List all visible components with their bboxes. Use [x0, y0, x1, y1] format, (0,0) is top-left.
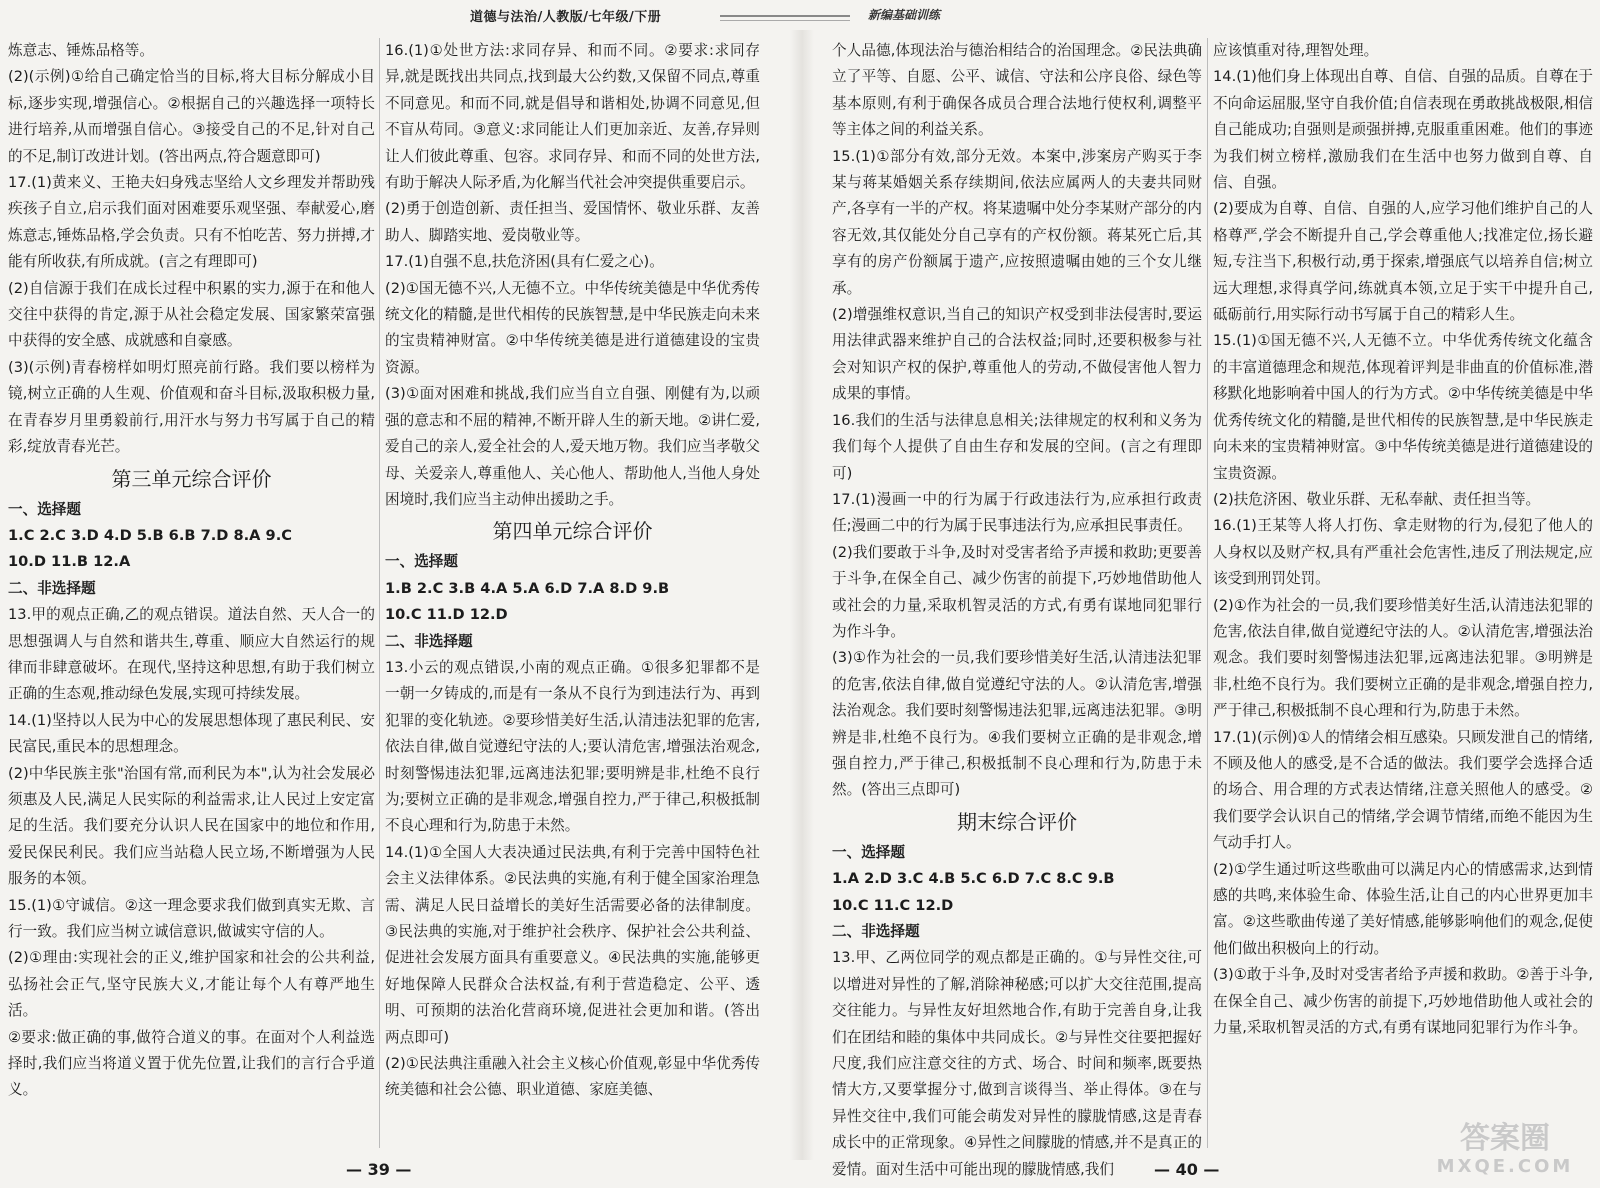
header-series: 新编基础训练	[868, 8, 941, 22]
watermark-text: 答案圈	[1460, 1121, 1550, 1156]
answer-paragraph: (2)①国无德不兴,人无德不立。中华传统美德是中华优秀传统文化的精髓,是世代相传的民族智慧,是中华民族走向未来的宝贵精神财富。②中华传统美德是进行道德建设的宝贵资源。	[385, 279, 760, 376]
column-2	[385, 38, 760, 1148]
answer-paragraph: 个人品德,体现法治与德治相结合的治国理念。②民法典确立了平等、自愿、公平、诚信、守法和公序良俗、绿色等基本原则,有利于确保各成员合理合法地行使权利,调整平等主体之间的利益关系。	[832, 42, 1202, 139]
column-1	[8, 38, 375, 1148]
header-rule-thin	[720, 20, 850, 21]
answer-paragraph: (2)勇于创造创新、责任担当、爱国情怀、敬业乐群、友善助人、脚踏实地、爱岗敬业等。	[385, 200, 760, 244]
answer-paragraph: 17.(1)自强不息,扶危济困(具有仁爱之心)。	[385, 253, 664, 271]
answer-paragraph: (2)扶危济困、敬业乐群、无私奉献、责任担当等。	[1213, 490, 1541, 508]
answer-paragraph: (2)①理由:实现社会的正义,维护国家和社会的公共利益,弘扬社会正气,坚守民族大义,才能让每个人有尊严地生活。	[8, 949, 375, 1020]
choice-answers: 1.B 2.C 3.B 4.A 5.A 6.D 7.A 8.D 9.B	[385, 579, 670, 597]
subsection-label: 一、选择题	[832, 843, 905, 861]
answer-paragraph: 15.(1)①守诚信。②这一理念要求我们做到真实无欺、言行一致。我们应当树立诚信意识,做诚实守信的人。	[8, 896, 375, 940]
column-divider-right	[1207, 38, 1208, 1148]
choice-answers: 1.C 2.C 3.D 4.D 5.B 6.B 7.D 8.A 9.C	[8, 526, 292, 544]
page-number-right: — 40 —	[1154, 1160, 1220, 1179]
page-header	[0, 0, 1600, 34]
choice-answers: 1.A 2.D 3.C 4.B 5.C 6.D 7.C 8.C 9.B	[832, 870, 1115, 888]
answer-paragraph: 16.(1)王某等人将人打伤、拿走财物的行为,侵犯了他人的人身权以及财产权,具有严重社会危害性,违反了刑法规定,应该受到刑罚处罚。	[1213, 517, 1593, 588]
answer-paragraph: (2)自信源于我们在成长过程中积累的实力,源于在和他人交往中获得的肯定,源于从社会稳定发展、国家繁荣富强中获得的安全感、成就感和自豪感。	[8, 279, 375, 350]
subsection-label: 二、非选择题	[8, 579, 96, 597]
answer-paragraph: 13.甲、乙两位同学的观点都是正确的。①与异性交往,可以增进对异性的了解,消除神秘感;可以扩大交往范围,提高交往能力。与异性友好坦然地合作,有助于完善自身,让我们在团结和睦的集体中共同成长。②与异性交往要把握好尺度,我们应注意交往的方式、场合、时间和频率,既要热情大方,又要掌握分寸,做到言谈得当、举止得体。③在与异性交往中,我们可能会萌发对异性的朦胧情感,这是青春成长中的正常现象。④异性之间朦胧的情感,并不是真正的爱情。面对生活中可能出现的朦胧情感,我们	[832, 949, 1202, 1178]
answer-paragraph: (2)①作为社会的一员,我们要珍惜美好生活,认清违法犯罪的危害,依法自律,做自觉遵纪守法的人。②认清危害,增强法治观念。我们要时刻警惕违法犯罪,远离违法犯罪。③明辨是非,杜绝不良行为。我们要树立正确的是非观念,增强自控力,严于律己,积极抵制不良心理和行为,防患于未然。	[1213, 596, 1593, 720]
answer-paragraph: (2)要成为自尊、自信、自强的人,应学习他们维护自己的人格尊严,学会不断提升自己,学会尊重他人;找准定位,扬长避短,专注当下,积极行动,勇于探索,增强底气以培养自信;树立远大理想,求得真学问,练就真本领,立足于实干中提升自己,砥砺前行,用实际行动书写属于自己的精彩人生。	[1213, 200, 1593, 324]
watermark-url: MXQE.COM	[1436, 1156, 1574, 1177]
answer-paragraph: 14.(1)①全国人大表决通过民法典,有利于完善中国特色社会主义法律体系。②民法典的实施,有利于健全国家治理急需、满足人民日益增长的美好生活需要必备的法律制度。③民法典的实施,对于维护社会秩序、保护社会公共利益、促进社会发展方面具有重要意义。④民法典的实施,能够更好地保障人民群众合法权益,有利于营造稳定、公平、透明、可预期的法治化营商环境,促进社会更加和谐。(答出两点即可)	[385, 843, 760, 1046]
header-rule	[720, 15, 850, 17]
answer-paragraph: (2)增强维权意识,当自己的知识产权受到非法侵害时,要运用法律武器来维护自己的合法权益;同时,还要积极参与社会对知识产权的保护,尊重他人的劳动,不做侵害他人智力成果的事情。	[832, 306, 1202, 403]
answer-paragraph: (2)中华民族主张"治国有常,而利民为本",认为社会发展必须惠及人民,满足人民实际的利益需求,让人民过上安定富足的生活。我们要充分认识人民在国家中的地位和作用,爱民保民利民。我们应当站稳人民立场,不断增强为人民服务的本领。	[8, 764, 375, 888]
answer-paragraph: 17.(1)黄来义、王艳夫妇身残志坚给人文乡理发并帮助残疾孩子自立,启示我们面对困难要乐观坚强、奉献爱心,磨炼意志,锤炼品格,学会负责。只有不怕吃苦、努力拼搏,才能有所收获,有所成就。(言之有理即可)	[8, 174, 375, 271]
section-heading: 第三单元综合评价	[111, 466, 272, 491]
section-heading: 期末综合评价	[957, 809, 1077, 834]
subsection-label: 一、选择题	[385, 553, 458, 571]
answer-paragraph: (3)①面对困难和挑战,我们应当自立自强、刚健有为,以顽强的意志和不屈的精神,不断开辟人生的新天地。②讲仁爱,爱自己的亲人,爱全社会的人,爱天地万物。我们应当孝敬父母、关爱亲人,尊重他人、关心他人、帮助他人,当他人身处困境时,我们应当主动伸出援助之手。	[385, 385, 760, 508]
watermark-logo	[1430, 1122, 1580, 1182]
answer-paragraph: 16.我们的生活与法律息息相关;法律规定的权利和义务为我们每个人提供了自由生存和发展的空间。(言之有理即可)	[832, 411, 1202, 482]
choice-answers: 10.C 11.D 12.D	[385, 606, 508, 624]
header-title: 道德与法治/人教版/七年级/下册	[470, 10, 662, 25]
column-4	[1213, 38, 1593, 1148]
answer-paragraph: 15.(1)①国无德不兴,人无德不立。中华优秀传统文化蕴含的丰富道德理念和规范,体现着评判是非曲直的价值标准,潜移默化地影响着中国人的行为方式。②中华传统美德是中华优秀传统文化的精髓,是世代相传的民族智慧,是中华民族走向未来的宝贵精神财富。③中华传统美德是进行道德建设的宝贵资源。	[1213, 332, 1593, 482]
answer-paragraph: 应该慎重对待,理智处理。	[1213, 42, 1379, 59]
page-number-left: — 39 —	[346, 1160, 412, 1179]
answer-paragraph: 13.小云的观点错误,小南的观点正确。①很多犯罪都不是一朝一夕铸成的,而是有一条从不良行为到违法行为、再到犯罪的变化轨迹。②要珍惜美好生活,认清违法犯罪的危害,依法自律,做自觉遵纪守法的人;要认清危害,增强法治观念,时刻警惕违法犯罪,远离违法犯罪;要明辨是非,杜绝不良行为;要树立正确的是非观念,增强自控力,严于律己,积极抵制不良心理和行为,防患于未然。	[385, 658, 760, 835]
column-divider-left	[379, 38, 380, 1148]
answer-paragraph: 14.(1)坚持以人民为中心的发展思想体现了惠民利民、安民富民,重民本的思想理念。	[8, 711, 375, 756]
choice-answers: 10.D 11.B 12.A	[8, 553, 131, 571]
answer-paragraph: 14.(1)他们身上体现出自尊、自信、自强的品质。自尊在于不向命运屈服,坚守自我价值;自信表现在勇敢挑战极限,相信自己能成功;自强则是顽强拼搏,克服重重困难。他们的事迹为我们树立榜样,激励我们在生活中也努力做到自尊、自信、自强。	[1213, 68, 1593, 192]
answer-paragraph: (2)①学生通过听这些歌曲可以满足内心的情感需求,达到情感的共鸣,来体验生命、体验生活,让自己的内心世界更加丰富。②这些歌曲传递了美好情感,能够影响他们的观念,促使他们做出积极向上的行动。	[1213, 860, 1593, 957]
answer-paragraph: 13.甲的观点正确,乙的观点错误。道法自然、天人合一的思想强调人与自然和谐共生,尊重、顺应大自然运行的规律而非肆意破坏。在现代,坚持这种思想,有助于我们树立正确的生态观,推动绿色发展,实现可持续发展。	[8, 606, 375, 703]
answer-paragraph: (3)①敢于斗争,及时对受害者给予声援和救助。②善于斗争,在保全自己、减少伤害的前提下,巧妙地借助他人或社会的力量,采取机智灵活的方式,有勇有谋地同犯罪行为作斗争。	[1213, 966, 1593, 1037]
answer-paragraph: 17.(1)(示例)①人的情绪会相互感染。只顾发泄自己的情绪,不顾及他人的感受,是不合适的做法。我们要学会选择合适的场合、用合理的方式表达情绪,注意关照他人的感受。②我们要学会认识自己的情绪,学会调节情绪,而绝不能因为生气动手打人。	[1213, 728, 1593, 852]
section-heading: 第四单元综合评价	[492, 519, 653, 544]
answer-paragraph: 16.(1)①处世方法:求同存异、和而不同。②要求:求同存异,就是既找出共同点,找到最大公约数,又保留不同点,尊重不同意见。和而不同,就是倡导和谐相处,协调不同意见,但不盲从苟同。③意义:求同能让人们更加亲近、友善,存异则让人们彼此尊重、包容。求同存异、和而不同的处世方法,有助于解决人际矛盾,为化解当代社会冲突提供重要启示。	[385, 42, 760, 192]
subsection-label: 一、选择题	[8, 500, 81, 518]
answer-paragraph: (2)我们要敢于斗争,及时对受害者给予声援和救助;更要善于斗争,在保全自己、减少伤害的前提下,巧妙地借助他人或社会的力量,采取机智灵活的方式,有勇有谋地同犯罪行为作斗争。	[832, 543, 1202, 640]
answer-paragraph: (3)(示例)青春榜样如明灯照亮前行路。我们要以榜样为镜,树立正确的人生观、价值观和奋斗目标,汲取积极力量,在青春岁月里勇毅前行,用汗水与努力书写属于自己的精彩,绽放青春光芒。	[8, 358, 375, 456]
book-gutter	[790, 30, 814, 1160]
answer-paragraph: 15.(1)①部分有效,部分无效。本案中,涉案房产购买于李某与蒋某婚姻关系存续期间,依法应属两人的夫妻共同财产,各享有一半的产权。将某遗嘱中处分李某财产部分的内容无效,其仅能处分自己享有的产权份额。蒋某死亡后,其享有的房产份额属于遗产,应按照遗嘱由她的三个女儿继承。	[832, 147, 1202, 297]
answer-paragraph: (2)①民法典注重融入社会主义核心价值观,彰显中华优秀传统美德和社会公德、职业道德、家庭美德、	[385, 1055, 760, 1099]
answer-paragraph: (2)(示例)①给自己确定恰当的目标,将大目标分解成小目标,逐步实现,增强信心。②根据自己的兴趣选择一项特长进行培养,从而增强自信心。③接受自己的不足,针对自己的不足,制订改进计划。(答出两点,符合题意即可)	[8, 68, 375, 165]
subsection-label: 二、非选择题	[385, 632, 473, 650]
choice-answers: 10.C 11.C 12.D	[832, 896, 954, 914]
answer-paragraph: 炼意志、锤炼品格等。	[8, 42, 154, 59]
answer-paragraph: ②要求:做正确的事,做符合道义的事。在面对个人利益选择时,我们应当将道义置于优先位置,让我们的言行合乎道义。	[8, 1028, 375, 1099]
subsection-label: 二、非选择题	[832, 923, 920, 940]
answer-paragraph: (3)①作为社会的一员,我们要珍惜美好生活,认清违法犯罪的危害,依法自律,做自觉遵纪守法的人。②认清危害,增强法治观念。我们要时刻警惕违法犯罪,远离违法犯罪。③明辨是非,杜绝不良行为。④我们要树立正确的是非观念,增强自控力,严于律己,积极抵制不良心理和行为,防患于未然。(答出三点即可)	[832, 649, 1202, 799]
answer-paragraph: 17.(1)漫画一中的行为属于行政违法行为,应承担行政责任;漫画二中的行为属于民事违法行为,应承担民事责任。	[832, 490, 1202, 535]
